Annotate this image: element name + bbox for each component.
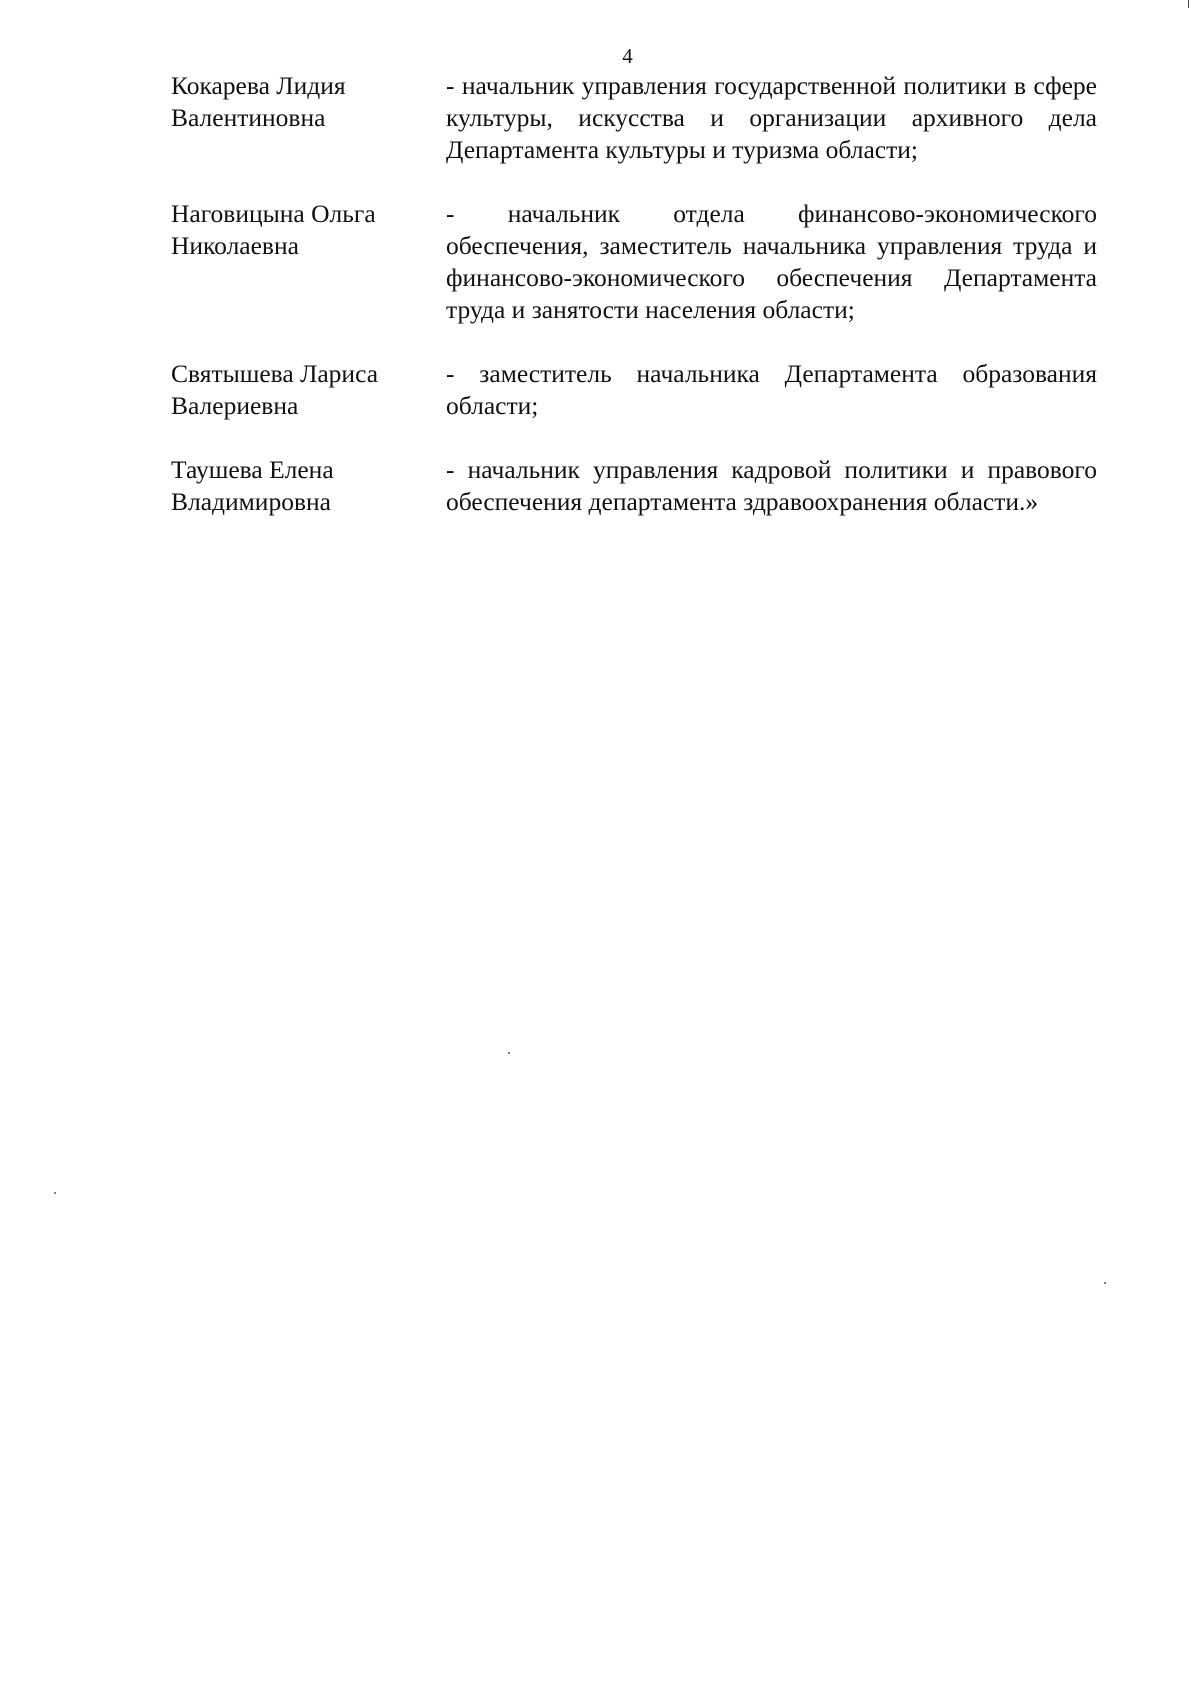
person-name-line: Валентиновна [171,103,326,132]
position-description: - начальник отдела финансово-экономического обеспечения, заместитель начальника управления труда и финансово-экономического обеспечения Департамента труда и занятости населения области; [446,199,1097,324]
person-name [171,454,446,518]
person-name [171,70,446,134]
person-name-line: Владимировна [171,487,331,516]
person-name [171,198,446,262]
position-description: - начальник управления кадровой политики и правового обеспечения департамента здравоохранения области.» [446,455,1097,516]
person-name-line: Николаевна [171,231,299,260]
position-description: - заместитель начальника Департамента образования области; [446,359,1097,420]
scan-speck [54,1192,56,1194]
person-name-line: Наговицына Ольга [171,199,376,228]
page-number: 4 [622,44,633,68]
person-name-line: Кокарева Лидия [171,71,346,100]
person-name-line: Таушева Елена [171,455,334,484]
person-name-line: Святышева Лариса [171,359,379,388]
person-name [171,358,446,422]
scan-speck [508,1052,510,1054]
scan-edge-mark [1188,0,1189,8]
person-name-line: Валериевна [171,391,299,420]
scan-speck [1104,1282,1106,1284]
list-item [171,454,1097,518]
list-item [171,70,1097,166]
member-list [171,70,1097,550]
position-description: - начальник управления государственной политики в сфере культуры, искусства и организации архивного дела Департамента культуры и туризма области; [446,71,1097,164]
list-item [171,198,1097,326]
list-item [171,358,1097,422]
